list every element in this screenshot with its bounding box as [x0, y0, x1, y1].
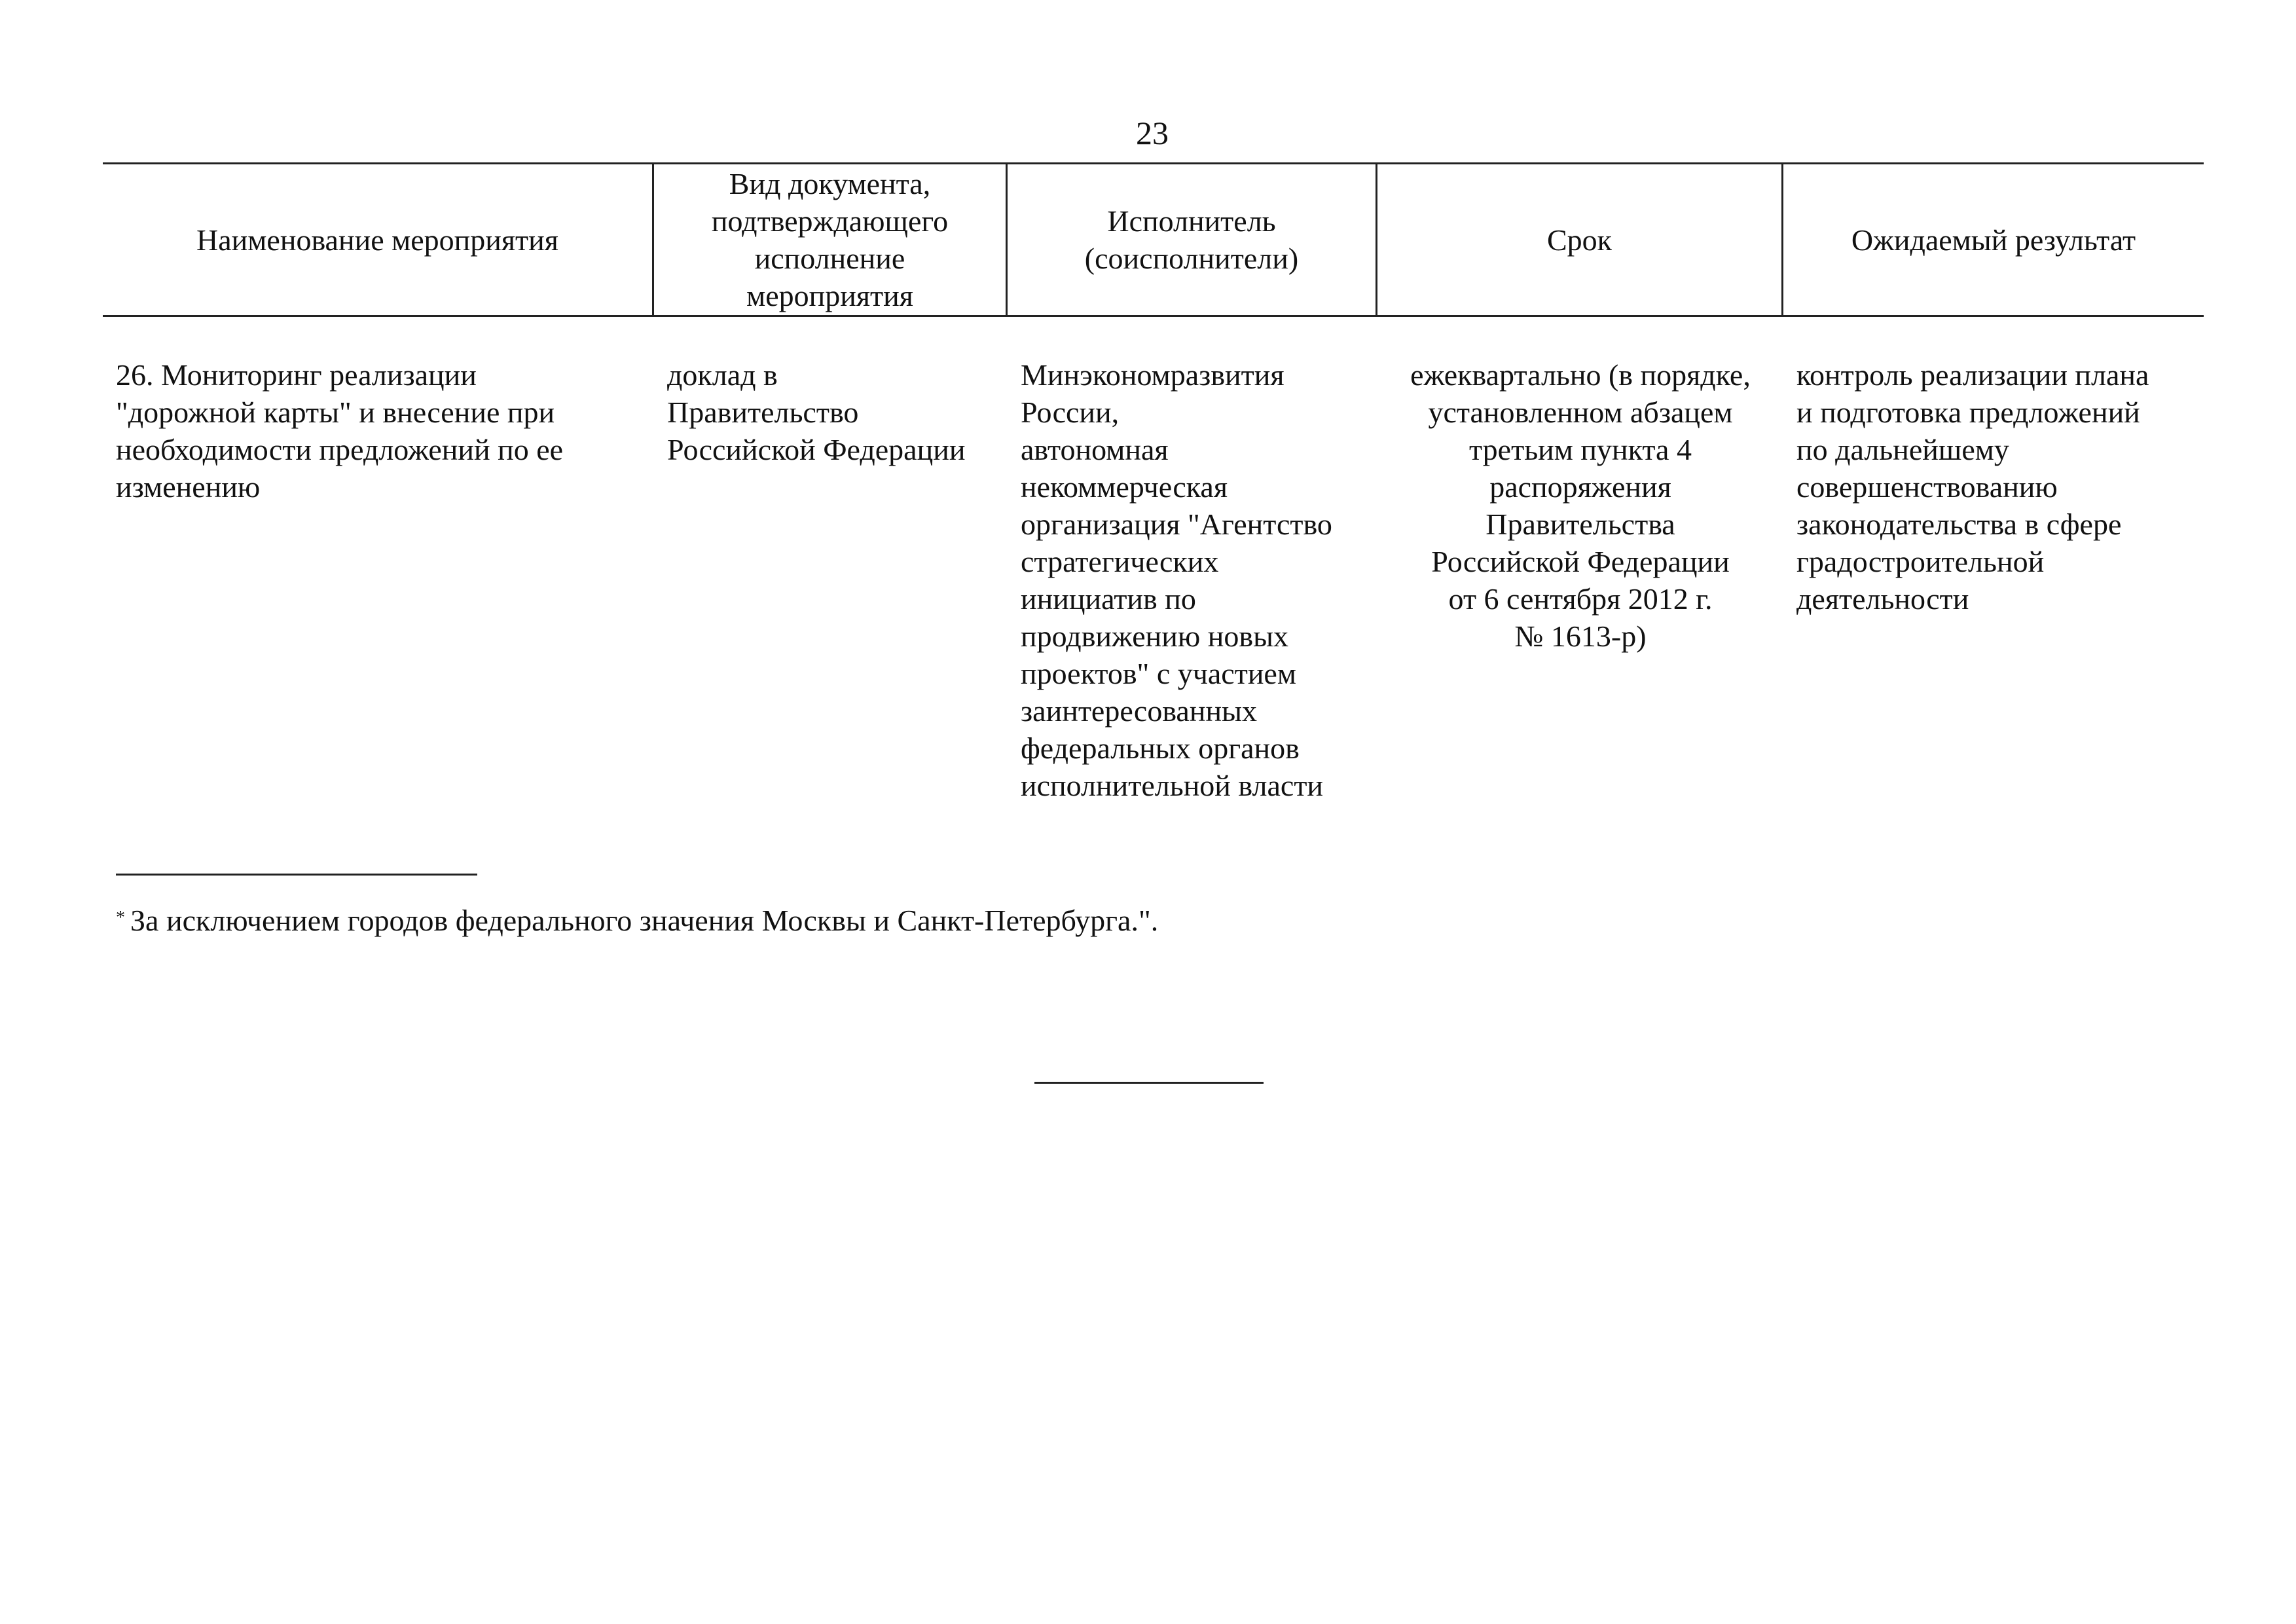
cell-event-name: 26. Мониторинг реализации "дорожной карты" и внесение при необходимости предложений по ее изменению — [116, 358, 564, 504]
cell-document-type: доклад в Правительство Российской Федерации — [667, 358, 966, 466]
header-expected-result: Ожидаемый результат — [1851, 223, 2136, 257]
header-event-name: Наименование мероприятия — [103, 164, 654, 315]
footnote-separator — [116, 874, 477, 876]
header-deadline: Срок — [1377, 164, 1783, 315]
footnote — [116, 901, 1158, 940]
table-header-row — [103, 162, 2204, 317]
end-of-document-rule — [1034, 1082, 1264, 1084]
header-executor: Исполнитель (соисполнители) — [1008, 164, 1377, 315]
footnote-text: За исключением городов федерального значения Москвы и Санкт-Петербурга.". — [130, 904, 1159, 937]
cell-deadline: ежеквартально (в порядке, установленном абзацем третьим пункта 4 распоряжения Правительства Российской Федерации от 6 сентября 2012 г. № 1613-р) — [1410, 358, 1751, 653]
roadmap-table — [103, 162, 2204, 804]
cell-expected-result: контроль реализации плана и подготовка предложений по дальнейшему совершенствованию законодательства в сфере градостроительной деятельности — [1796, 358, 2149, 616]
header-document-type: Вид документа, подтверждающего исполнение мероприятия — [654, 164, 1008, 315]
footnote-marker: * — [116, 908, 125, 928]
page-number: 23 — [1136, 115, 1169, 151]
table-row — [103, 356, 2204, 804]
cell-executor: Минэкономразвития России, автономная некоммерческая организация "Агентство стратегических инициатив по продвижению новых проектов" с участием заинтересованных федеральных органов исполнительной власти — [1021, 358, 1332, 802]
